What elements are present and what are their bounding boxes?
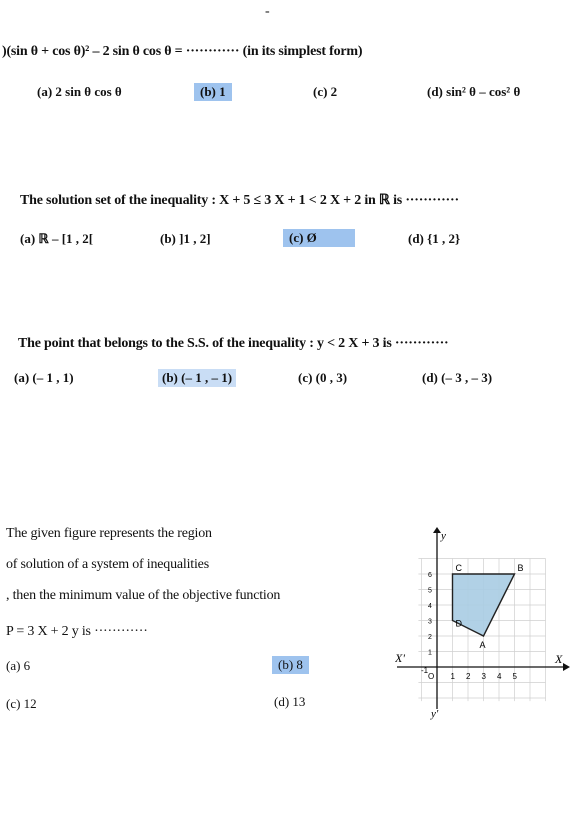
- x-tick-label: 2: [466, 672, 471, 681]
- question-2-stem: The solution set of the inequality : X + 5 ≤ 3 X + 1 < 2 X + 2 in ℝ is ············: [20, 193, 459, 208]
- q3-option-a[interactable]: (a) (– 1 , 1): [14, 370, 74, 385]
- question-1-stem: )(sin θ + cos θ)² – 2 sin θ cos θ = ············ (in its simplest form): [2, 44, 363, 59]
- question-4-line-2: of solution of a system of inequalities: [6, 557, 209, 572]
- vertex-label-C: C: [455, 563, 462, 573]
- question-4-line-3: , then the minimum value of the objective function: [6, 588, 281, 603]
- y-tick-label: 6: [428, 572, 432, 579]
- y-tick-label: 1: [428, 649, 432, 657]
- x-axis-label: X: [555, 652, 563, 666]
- y-tick-label: 5: [428, 587, 432, 595]
- q3-option-c[interactable]: (c) (0 , 3): [298, 370, 348, 385]
- top-mark: -: [265, 4, 270, 19]
- vertex-label-B: B: [517, 563, 524, 573]
- question-3-stem: The point that belongs to the S.S. of the inequality : y < 2 X + 3 is ············: [18, 336, 449, 351]
- y-tick-label: 2: [428, 634, 432, 641]
- vertex-label-A: A: [479, 640, 486, 650]
- solution-region-graph: [395, 527, 570, 722]
- q1-option-b[interactable]: (b) 1: [194, 83, 232, 101]
- q4-option-a[interactable]: (a) 6: [6, 658, 31, 673]
- x-tick-label: 5: [512, 672, 517, 681]
- y-tick-label: 3: [428, 618, 432, 626]
- q4-option-b[interactable]: (b) 8: [272, 656, 309, 674]
- y-axis-label: y: [441, 530, 446, 542]
- neg-one-label: -1: [421, 666, 429, 675]
- vertex-label-D: D: [455, 618, 462, 629]
- x-tick-label: 4: [497, 672, 502, 681]
- q1-option-d[interactable]: (d) sin² θ – cos² θ: [427, 84, 521, 99]
- question-4-line-1: The given figure represents the region: [6, 526, 212, 541]
- y-tick-label: 4: [428, 603, 432, 610]
- y-axis-arrow: [433, 527, 441, 533]
- x-tick-label: 3: [481, 672, 486, 681]
- q3-option-d[interactable]: (d) (– 3 , – 3): [422, 370, 493, 385]
- y-neg-axis-label: y': [431, 708, 439, 720]
- q1-option-c[interactable]: (c) 2: [313, 84, 338, 99]
- q2-option-a[interactable]: (a) ℝ – [1 , 2[: [20, 231, 94, 246]
- x-tick-label: 1: [450, 672, 455, 681]
- x-axis-arrow: [563, 663, 570, 671]
- question-4-line-4: P = 3 X + 2 y is ············: [6, 624, 148, 639]
- q1-option-a[interactable]: (a) 2 sin θ cos θ: [37, 84, 122, 99]
- q2-option-c[interactable]: (c) Ø: [283, 229, 355, 247]
- q4-option-c[interactable]: (c) 12: [6, 696, 37, 711]
- q4-option-d[interactable]: (d) 13: [274, 694, 306, 709]
- x-neg-axis-label: X': [395, 651, 405, 665]
- q2-option-d[interactable]: (d) {1 , 2}: [408, 231, 461, 246]
- origin-label: O: [428, 672, 435, 681]
- q2-option-b[interactable]: (b) ]1 , 2]: [160, 231, 211, 246]
- q3-option-b[interactable]: (b) (– 1 , – 1): [158, 369, 236, 387]
